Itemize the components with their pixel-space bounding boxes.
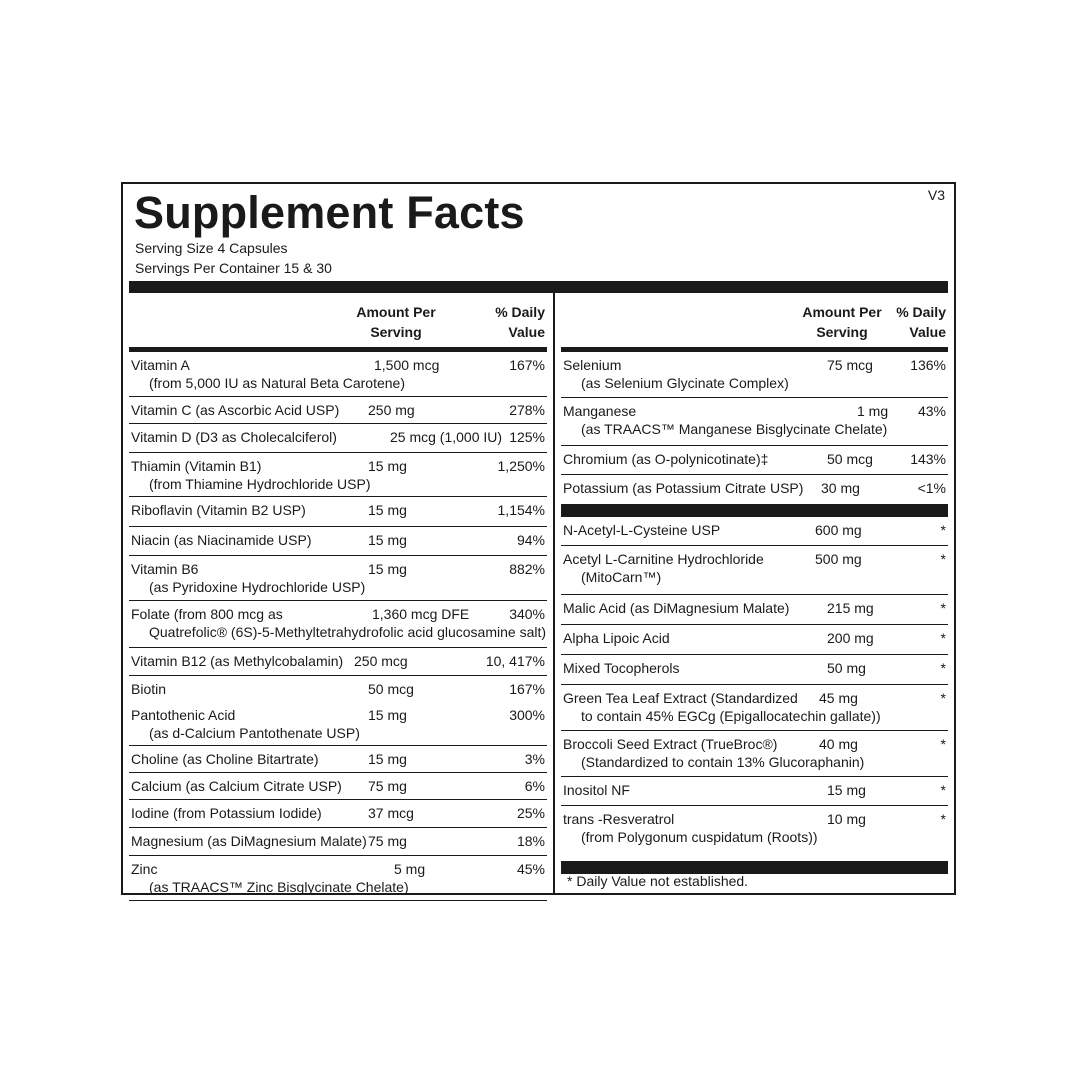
nutrient-name: Zinc <box>131 861 158 877</box>
nutrient-row <box>561 398 948 446</box>
nutrient-name: N-Acetyl-L-Cysteine USP <box>563 522 721 538</box>
nutrient-row <box>129 424 547 453</box>
nutrient-daily-value: 340% <box>509 606 545 622</box>
left-column <box>129 293 547 901</box>
nutrient-daily-value: 300% <box>509 707 545 723</box>
column-divider <box>553 293 555 893</box>
nutrient-name: Choline (as Choline Bitartrate) <box>131 751 319 767</box>
nutrient-amount: 1,360 mcg DFE <box>372 606 470 622</box>
nutrient-name: Alpha Lipoic Acid <box>563 630 670 646</box>
nutrient-daily-value: 45% <box>516 861 545 877</box>
nutrient-row <box>561 806 948 846</box>
nutrient-row <box>561 777 948 806</box>
nutrient-name: Riboflavin (Vitamin B2 USP) <box>131 502 306 518</box>
nutrient-source: (from Thiamine Hydrochloride USP) <box>149 476 371 492</box>
nutrient-daily-value: 6% <box>524 778 545 794</box>
nutrient-amount: 10 mg <box>827 811 866 827</box>
nutrient-daily-value: 94% <box>516 532 545 548</box>
nutrient-row <box>129 773 547 800</box>
nutrient-row <box>129 397 547 424</box>
nutrient-amount: 15 mg <box>368 502 407 518</box>
nutrient-name: Biotin <box>131 681 167 697</box>
nutrient-row <box>129 556 547 601</box>
nutrient-amount: 75 mg <box>368 778 407 794</box>
serving-size: Serving Size 4 Capsules <box>135 240 288 256</box>
nutrient-amount: 45 mg <box>819 690 858 706</box>
nutrient-source: (as Pyridoxine Hydrochloride USP) <box>149 579 366 595</box>
nutrient-name: Folate (from 800 mcg as <box>131 606 283 622</box>
servings-per-container: Servings Per Container 15 & 30 <box>135 260 332 276</box>
nutrient-daily-value: * <box>940 630 946 646</box>
nutrient-source: (from 5,000 IU as Natural Beta Carotene) <box>149 375 406 391</box>
nutrient-name: Mixed Tocopherols <box>563 660 680 676</box>
nutrient-row <box>561 685 948 731</box>
nutrient-amount: 1,500 mcg <box>374 357 440 373</box>
nutrient-daily-value: 10, 417% <box>485 653 545 669</box>
nutrient-amount: 215 mg <box>827 600 874 616</box>
right-column <box>561 293 948 874</box>
right-nutrient-list-other <box>561 517 948 846</box>
nutrient-source: (as Selenium Glycinate Complex) <box>581 375 789 391</box>
nutrient-amount: 500 mg <box>815 551 862 567</box>
nutrient-row <box>129 527 547 556</box>
left-nutrient-list <box>129 352 547 901</box>
nutrient-name: Vitamin B6 <box>131 561 199 577</box>
nutrient-name: Chromium (as O-polynicotinate)‡ <box>563 451 769 467</box>
nutrient-daily-value: 136% <box>910 357 946 373</box>
footnote: * Daily Value not established. <box>567 873 749 889</box>
nutrient-source: (MitoCarn™) <box>581 569 662 585</box>
nutrient-amount: 250 mg <box>368 402 415 418</box>
nutrient-amount: 50 mcg <box>368 681 414 697</box>
nutrient-amount: 15 mg <box>368 751 407 767</box>
nutrient-daily-value: 278% <box>509 402 545 418</box>
header-amount-per-serving: Amount Per Serving <box>356 304 436 340</box>
nutrient-row <box>561 546 948 595</box>
nutrient-daily-value: * <box>940 690 946 706</box>
left-column-header <box>129 293 547 352</box>
nutrient-row <box>129 601 547 648</box>
nutrient-amount: 30 mg <box>821 480 860 496</box>
nutrient-amount: 75 mcg <box>827 357 873 373</box>
nutrient-daily-value: 43% <box>917 403 946 419</box>
nutrient-name: Vitamin B12 (as Methylcobalamin) <box>131 653 344 669</box>
nutrient-daily-value: * <box>940 600 946 616</box>
header-daily-value: % Daily Value <box>495 304 545 340</box>
nutrient-amount: 15 mg <box>368 707 407 723</box>
nutrient-row <box>129 702 547 746</box>
supplement-facts-panel <box>121 182 956 895</box>
nutrient-daily-value: 3% <box>524 751 545 767</box>
right-column-header <box>561 293 948 352</box>
right-nutrient-list-vitamins <box>561 352 948 504</box>
nutrient-row <box>129 828 547 856</box>
nutrient-daily-value: 882% <box>509 561 545 577</box>
nutrient-source: Quatrefolic® (6S)-5-Methyltetrahydrofolic acid glucosamine salt) <box>149 624 547 640</box>
nutrient-source: to contain 45% EGCg (Epigallocatechin gallate)) <box>581 708 881 724</box>
nutrient-amount: 37 mcg <box>368 805 414 821</box>
nutrient-daily-value: * <box>940 522 946 538</box>
nutrient-row <box>561 475 948 504</box>
nutrient-name: Acetyl L-Carnitine Hydrochloride <box>563 551 764 567</box>
section-thick-rule <box>561 504 948 517</box>
nutrient-row <box>561 655 948 685</box>
nutrient-source: (as d-Calcium Pantothenate USP) <box>149 725 360 741</box>
nutrient-row <box>129 497 547 527</box>
nutrient-amount: 75 mg <box>368 833 407 849</box>
nutrient-name: Selenium <box>563 357 622 373</box>
nutrient-daily-value: 1,250% <box>497 458 545 474</box>
nutrient-row <box>129 648 547 676</box>
nutrient-daily-value: 167% <box>509 681 545 697</box>
nutrient-daily-value: 125% <box>509 429 545 445</box>
nutrient-name: Vitamin C (as Ascorbic Acid USP) <box>131 402 340 418</box>
nutrient-amount: 15 mg <box>827 782 866 798</box>
nutrient-amount: 15 mg <box>368 532 407 548</box>
nutrient-name: Vitamin A <box>131 357 190 373</box>
nutrient-daily-value: <1% <box>917 480 946 496</box>
nutrient-name: Malic Acid (as DiMagnesium Malate) <box>563 600 790 616</box>
nutrient-row <box>561 352 948 398</box>
top-thick-rule <box>129 281 948 293</box>
nutrient-daily-value: 18% <box>516 833 545 849</box>
nutrient-name: Magnesium (as DiMagnesium Malate) <box>131 833 367 849</box>
nutrient-name: Inositol NF <box>563 782 630 798</box>
nutrient-row <box>561 446 948 475</box>
nutrient-amount: 15 mg <box>368 458 407 474</box>
nutrient-amount: 5 mg <box>394 861 426 877</box>
nutrient-daily-value: * <box>940 811 946 827</box>
label-title: Supplement Facts <box>134 187 525 238</box>
nutrient-amount: 40 mg <box>819 736 858 752</box>
nutrient-name: trans -Resveratrol <box>563 811 675 827</box>
nutrient-amount: 250 mcg <box>354 653 408 669</box>
nutrient-amount: 200 mg <box>827 630 874 646</box>
nutrient-name: Potassium (as Potassium Citrate USP) <box>563 480 804 496</box>
nutrient-daily-value: * <box>940 551 946 567</box>
nutrient-source: (as TRAACS™ Manganese Bisglycinate Chelate) <box>581 421 888 437</box>
nutrient-name: Niacin (as Niacinamide USP) <box>131 532 312 548</box>
nutrient-name: Green Tea Leaf Extract (Standardized <box>563 690 798 706</box>
nutrient-daily-value: 25% <box>516 805 545 821</box>
nutrient-name: Broccoli Seed Extract (TrueBroc®) <box>563 736 778 752</box>
header-amount-per-serving: Amount Per Serving <box>802 304 882 340</box>
nutrient-source: (Standardized to contain 13% Glucoraphanin) <box>581 754 865 770</box>
nutrient-name: Pantothenic Acid <box>131 707 236 723</box>
nutrient-row <box>129 352 547 397</box>
nutrient-daily-value: 167% <box>509 357 545 373</box>
nutrient-name: Iodine (from Potassium Iodide) <box>131 805 322 821</box>
nutrient-row <box>561 517 948 546</box>
header-daily-value: % Daily Value <box>896 304 946 340</box>
nutrient-daily-value: * <box>940 782 946 798</box>
nutrient-row <box>129 800 547 828</box>
nutrient-name: Thiamin (Vitamin B1) <box>131 458 262 474</box>
nutrient-name: Vitamin D (D3 as Cholecalciferol) <box>131 429 337 445</box>
nutrient-amount: 600 mg <box>815 522 862 538</box>
nutrient-daily-value: * <box>940 660 946 676</box>
nutrient-row <box>129 453 547 497</box>
nutrient-row <box>129 676 547 702</box>
version-code: V3 <box>927 187 945 203</box>
nutrient-amount: 15 mg <box>368 561 407 577</box>
nutrient-daily-value: * <box>940 736 946 752</box>
nutrient-source: (from Polygonum cuspidatum (Roots)) <box>581 829 818 845</box>
nutrient-amount: 50 mcg <box>827 451 873 467</box>
nutrient-amount: 50 mg <box>827 660 866 676</box>
nutrient-name: Manganese <box>563 403 637 419</box>
nutrient-amount: 25 mcg (1,000 IU) <box>390 429 503 445</box>
nutrient-row <box>561 731 948 777</box>
nutrient-row <box>129 856 547 901</box>
nutrient-row <box>129 746 547 773</box>
nutrient-amount: 1 mg <box>857 403 889 419</box>
nutrient-row <box>561 595 948 625</box>
nutrient-source: (as TRAACS™ Zinc Bisglycinate Chelate) <box>149 879 409 895</box>
nutrient-name: Calcium (as Calcium Citrate USP) <box>131 778 342 794</box>
nutrient-daily-value: 143% <box>910 451 946 467</box>
nutrient-row <box>561 625 948 655</box>
nutrient-daily-value: 1,154% <box>497 502 545 518</box>
